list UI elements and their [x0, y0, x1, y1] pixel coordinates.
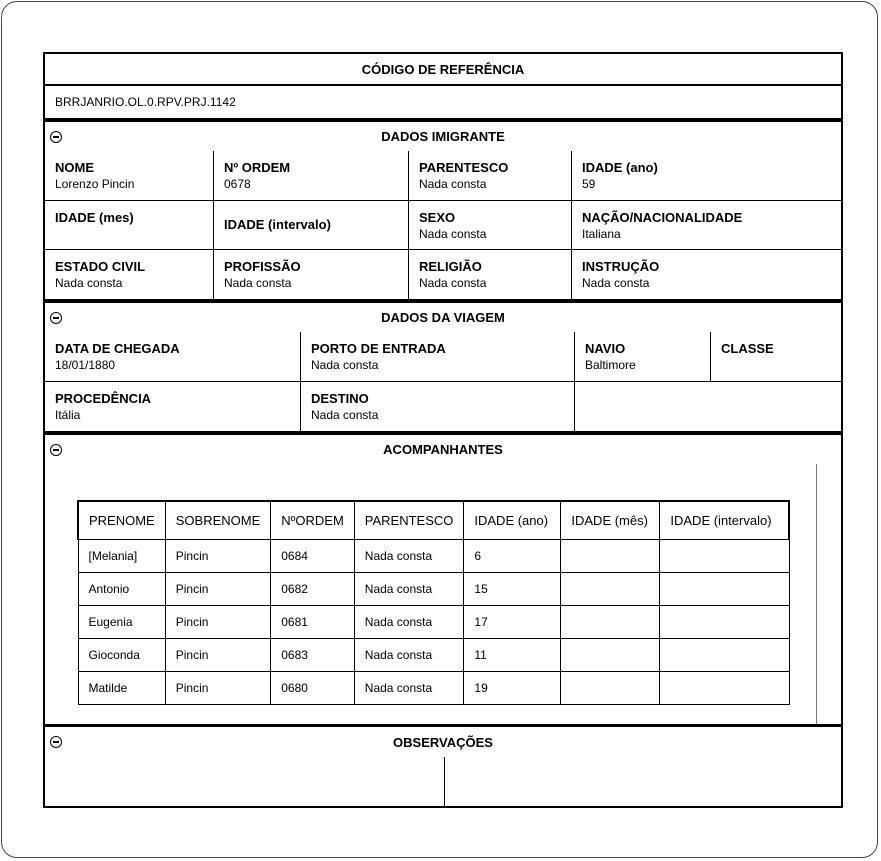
table-row: [78, 573, 789, 606]
table-header-row: [78, 501, 789, 540]
cell-idade-ano: 11: [464, 639, 561, 672]
field-classe: CLASSE: [721, 341, 774, 356]
immigrant-section-header[interactable]: [43, 120, 843, 153]
cell-sobrenome: Pincin: [165, 540, 271, 573]
column-header: IDADE (intervalo): [660, 501, 790, 540]
cell-parentesco: Nada consta: [354, 672, 464, 705]
field-instrucao: INSTRUÇÃO Nada consta: [582, 259, 660, 290]
column-header: SOBRENOME: [165, 501, 271, 540]
field-porto-entrada: PORTO DE ENTRADA Nada consta: [311, 341, 446, 372]
reference-title: CÓDIGO DE REFERÊNCIA: [361, 61, 525, 77]
cell-ordem: 0683: [271, 639, 355, 672]
cell-prenome: [Melania]: [78, 540, 165, 573]
trip-section-header[interactable]: [43, 301, 843, 334]
companions-section-title: ACOMPANHANTES: [383, 442, 503, 457]
cell-idade-intervalo: [660, 639, 790, 672]
field-destino: DESTINO Nada consta: [311, 391, 379, 422]
cell-idade-intervalo: [660, 606, 790, 639]
cell-parentesco: Nada consta: [354, 573, 464, 606]
cell-idade-mes: [561, 672, 660, 705]
reference-header: [43, 52, 843, 86]
cell-sobrenome: Pincin: [165, 573, 271, 606]
table-row: [78, 540, 789, 573]
reference-code: BRRJANRIO.OL.0.RPV.PRJ.1142: [43, 86, 843, 120]
observations-section-title: OBSERVAÇÕES: [393, 734, 493, 750]
field-data-chegada: DATA DE CHEGADA 18/01/1880: [55, 341, 180, 372]
field-parentesco: PARENTESCO Nada consta: [419, 160, 509, 191]
collapse-icon[interactable]: [50, 444, 62, 456]
field-ordem: Nº ORDEM 0678: [224, 160, 291, 191]
companions-section-header[interactable]: [43, 433, 843, 466]
immigrant-grid: [43, 151, 843, 301]
cell-sobrenome: Pincin: [165, 606, 271, 639]
companions-table: [77, 500, 790, 705]
column-header: NºORDEM: [271, 501, 355, 540]
cell-idade-mes: [561, 639, 660, 672]
field-navio: NAVIO Baltimore: [585, 341, 636, 372]
cell-idade-mes: [561, 606, 660, 639]
field-nome: NOME Lorenzo Pincin: [55, 160, 135, 191]
column-header: PARENTESCO: [354, 501, 464, 540]
cell-ordem: 0684: [271, 540, 355, 573]
column-header: IDADE (ano): [464, 501, 561, 540]
observations-section-header[interactable]: [43, 725, 843, 759]
field-idade-intervalo: IDADE (intervalo): [224, 217, 331, 232]
cell-prenome: Antonio: [78, 573, 165, 606]
field-idade-ano: IDADE (ano) 59: [582, 160, 658, 191]
table-row: [78, 672, 789, 705]
cell-idade-ano: 15: [464, 573, 561, 606]
companions-panel: [43, 464, 843, 726]
cell-ordem: 0680: [271, 672, 355, 705]
collapse-icon[interactable]: [50, 131, 62, 143]
field-idade-mes: IDADE (mes): [55, 210, 134, 225]
field-nacionalidade: NAÇÃO/NACIONALIDADE Italiana: [582, 210, 743, 241]
field-estado-civil: ESTADO CIVIL Nada consta: [55, 259, 146, 290]
cell-sobrenome: Pincin: [165, 672, 271, 705]
cell-parentesco: Nada consta: [354, 540, 464, 573]
cell-idade-mes: [561, 573, 660, 606]
scrollbar-track[interactable]: [816, 464, 817, 724]
cell-prenome: Gioconda: [78, 639, 165, 672]
cell-idade-intervalo: [660, 573, 790, 606]
cell-idade-intervalo: [660, 540, 790, 573]
column-header: IDADE (mês): [561, 501, 660, 540]
cell-idade-ano: 17: [464, 606, 561, 639]
column-header: PRENOME: [78, 501, 165, 540]
observations-panel: [43, 757, 843, 808]
cell-prenome: Eugenia: [78, 606, 165, 639]
field-religiao: RELIGIÃO Nada consta: [419, 259, 487, 290]
field-procedencia: PROCEDÊNCIA Itália: [55, 391, 152, 422]
table-row: [78, 606, 789, 639]
cell-parentesco: Nada consta: [354, 639, 464, 672]
cell-idade-intervalo: [660, 672, 790, 705]
cell-ordem: 0681: [271, 606, 355, 639]
field-sexo: SEXO Nada consta: [419, 210, 487, 241]
cell-prenome: Matilde: [78, 672, 165, 705]
immigrant-section-title: DADOS IMIGRANTE: [381, 129, 505, 144]
trip-section-title: DADOS DA VIAGEM: [381, 310, 505, 325]
field-profissao: PROFISSÃO Nada consta: [224, 259, 301, 290]
cell-idade-ano: 6: [464, 540, 561, 573]
collapse-icon[interactable]: [50, 736, 62, 748]
cell-ordem: 0682: [271, 573, 355, 606]
cell-idade-ano: 19: [464, 672, 561, 705]
cell-parentesco: Nada consta: [354, 606, 464, 639]
collapse-icon[interactable]: [50, 312, 62, 324]
table-row: [78, 639, 789, 672]
cell-idade-mes: [561, 540, 660, 573]
trip-grid: [43, 332, 843, 433]
cell-sobrenome: Pincin: [165, 639, 271, 672]
